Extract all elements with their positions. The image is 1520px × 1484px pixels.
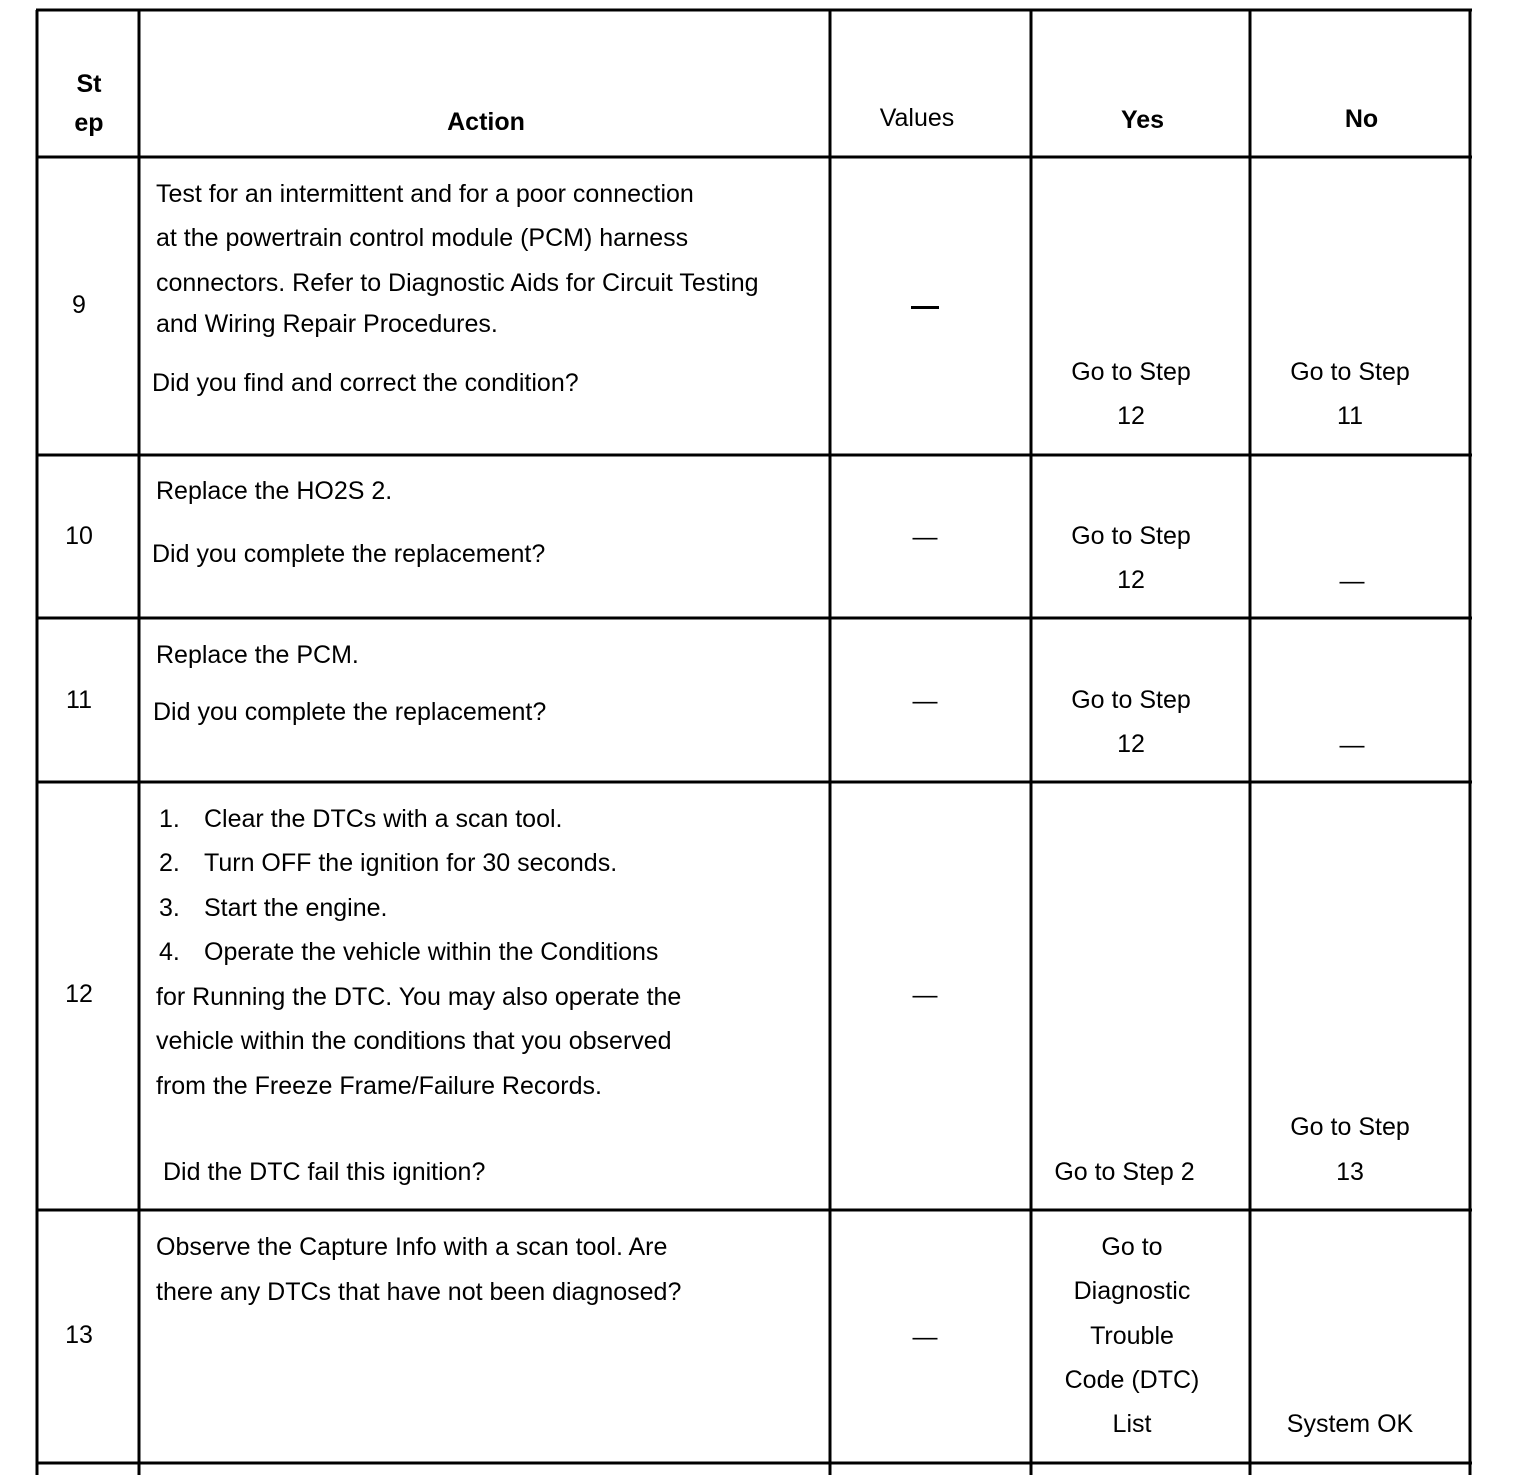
- yes-line: 12: [1117, 566, 1145, 594]
- list-item-number: 4.: [159, 938, 180, 966]
- step-number: 12: [65, 980, 93, 1008]
- header-no: No: [1344, 105, 1379, 133]
- action-line: vehicle within the conditions that you observed: [156, 1027, 672, 1055]
- yes-line: Go to Step 2: [1054, 1158, 1195, 1186]
- action-line: Test for an intermittent and for a poor connection: [156, 180, 694, 208]
- yes-line: Code (DTC): [1064, 1366, 1200, 1394]
- step-number: 13: [65, 1321, 93, 1349]
- action-line: and Wiring Repair Procedures.: [156, 310, 498, 338]
- values-dash: —: [912, 981, 938, 1009]
- action-line: from the Freeze Frame/Failure Records.: [156, 1072, 602, 1100]
- values-dash: —: [912, 1323, 938, 1351]
- list-item-text: Start the engine.: [204, 894, 388, 922]
- action-line: connectors. Refer to Diagnostic Aids for Circuit Testing: [156, 269, 759, 297]
- step-number: 11: [66, 686, 92, 714]
- header-values: Values: [879, 104, 955, 132]
- list-item-number: 2.: [159, 849, 180, 877]
- yes-line: List: [1112, 1410, 1152, 1438]
- list-item-number: 1.: [159, 805, 180, 833]
- yes-line: Go to Step: [1071, 358, 1191, 386]
- values-dash: —: [912, 523, 938, 551]
- list-item-text: Operate the vehicle within the Conditions: [204, 938, 659, 966]
- action-question: Did you complete the replacement?: [152, 540, 546, 568]
- header-step-line2: ep: [74, 109, 104, 137]
- no-line: 13: [1336, 1158, 1364, 1186]
- yes-line: Diagnostic: [1073, 1277, 1191, 1305]
- step-number: 10: [65, 522, 93, 550]
- action-line: for Running the DTC. You may also operate the: [156, 983, 682, 1011]
- yes-line: Go to Step: [1071, 686, 1191, 714]
- yes-line: Trouble: [1090, 1322, 1174, 1350]
- action-question: Did the DTC fail this ignition?: [163, 1158, 486, 1186]
- step-number: 9: [72, 291, 86, 319]
- no-line: Go to Step: [1290, 1113, 1410, 1141]
- action-question: Did you find and correct the condition?: [152, 369, 579, 397]
- action-line: there any DTCs that have not been diagnosed?: [156, 1278, 682, 1306]
- header-action: Action: [447, 108, 525, 136]
- no-dash: —: [1339, 731, 1365, 759]
- list-item-text: Turn OFF the ignition for 30 seconds.: [204, 849, 618, 877]
- values-dash: [911, 306, 939, 309]
- yes-line: 12: [1117, 730, 1145, 758]
- header-yes: Yes: [1120, 106, 1165, 134]
- action-line: at the powertrain control module (PCM) harness: [156, 224, 689, 252]
- yes-line: 12: [1117, 402, 1145, 430]
- action-line: Observe the Capture Info with a scan tool. Are: [156, 1233, 668, 1261]
- action-question: Did you complete the replacement?: [153, 698, 547, 726]
- no-dash: —: [1339, 567, 1365, 595]
- values-dash: —: [912, 687, 938, 715]
- action-line: Replace the PCM.: [156, 641, 359, 669]
- header-step-line1: St: [76, 70, 102, 98]
- yes-line: Go to Step: [1071, 522, 1191, 550]
- list-item-number: 3.: [159, 894, 180, 922]
- no-line: System OK: [1286, 1410, 1414, 1438]
- yes-line: Go to: [1101, 1233, 1163, 1261]
- list-item-text: Clear the DTCs with a scan tool.: [204, 805, 563, 833]
- action-line: Replace the HO2S 2.: [156, 477, 393, 505]
- no-line: Go to Step: [1290, 358, 1410, 386]
- no-line: 11: [1337, 402, 1363, 430]
